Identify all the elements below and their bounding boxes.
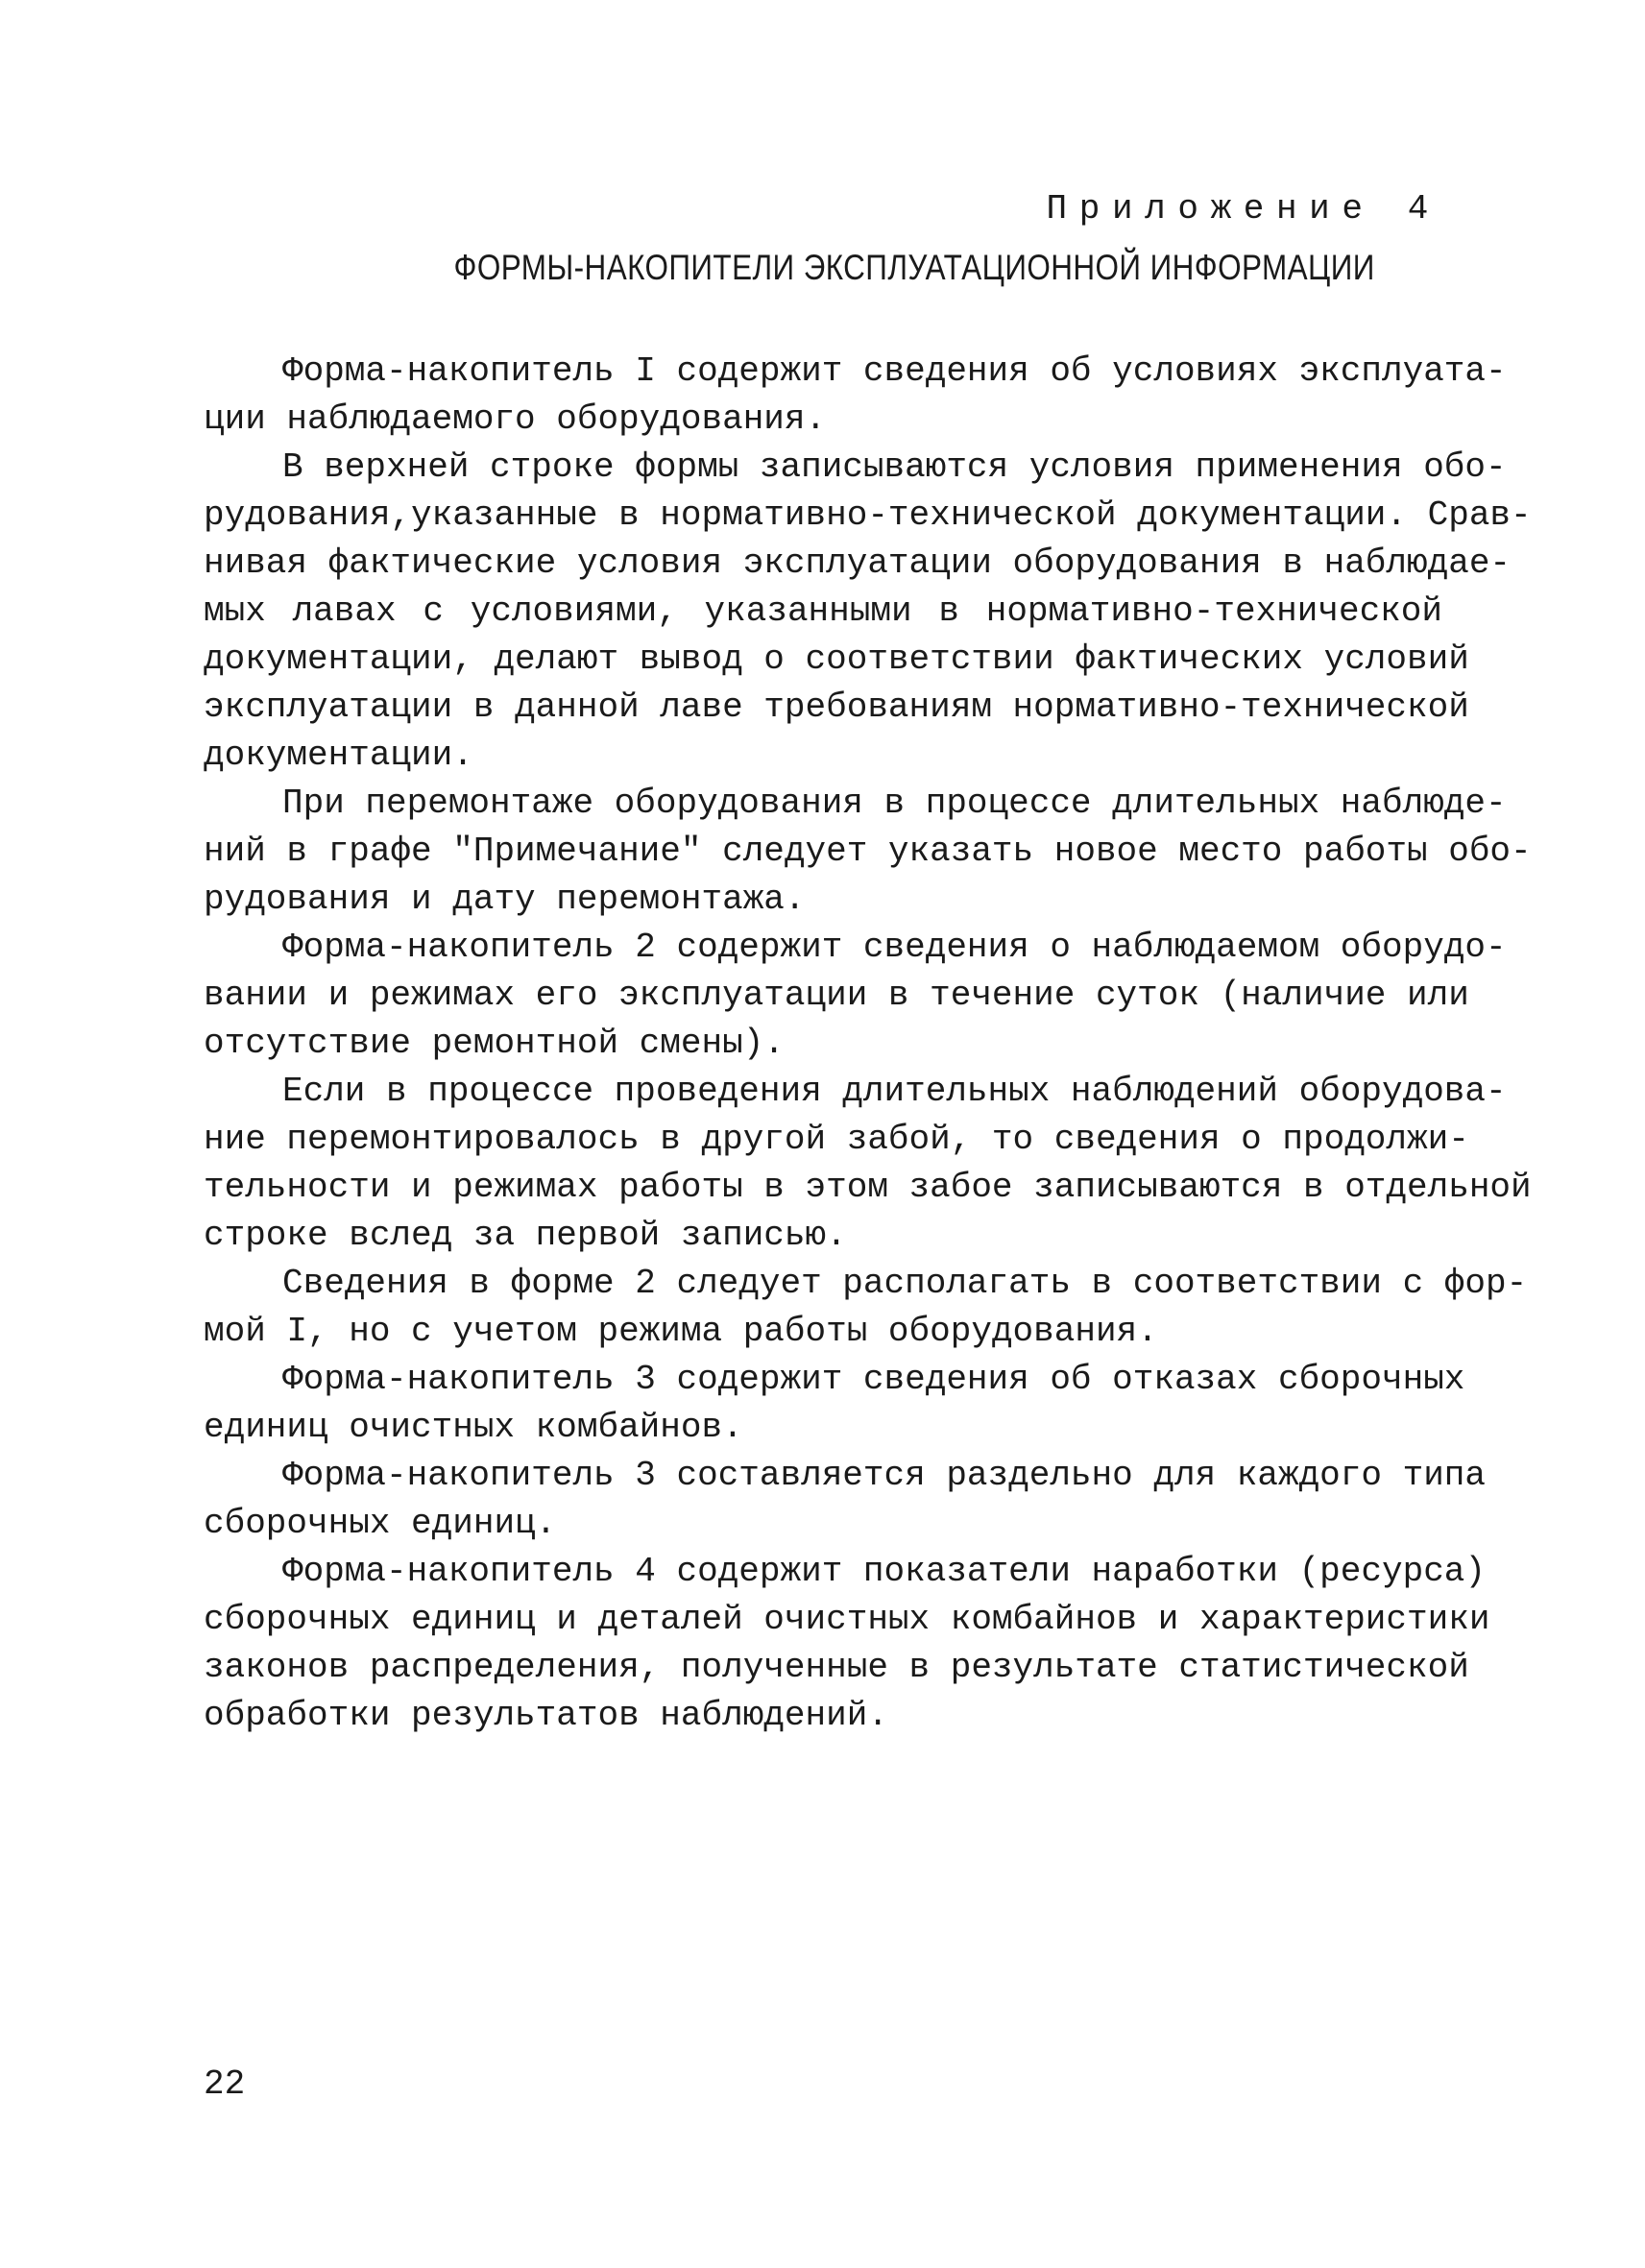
paragraph-8 (204, 1452, 1487, 1548)
paragraph-6 (204, 1260, 1528, 1356)
text-line: сборочных единиц. (204, 1504, 557, 1543)
text-line: тельности и режимах работы в этом забое записываются в отдельной (204, 1168, 1532, 1207)
text-line: При перемонтаже оборудования в процессе длительных наблюде- (282, 784, 1507, 823)
text-line: Форма-накопитель I содержит сведения об условиях эксплуата- (282, 351, 1507, 391)
text-line: ции наблюдаемого оборудования. (204, 399, 827, 439)
text-line: В верхней строке формы записываются условия применения обо- (282, 447, 1507, 487)
text-line: Если в процессе проведения длительных наблюдений оборудова- (282, 1072, 1507, 1111)
text-line: ний в графе "Примечание" следует указать новое место работы обо- (204, 832, 1532, 871)
text-line: Форма-накопитель 3 составляется раздельно для каждого типа (282, 1456, 1487, 1495)
text-line: документации, делают вывод о соответствии фактических условий (204, 639, 1469, 679)
text-line: отсутствие ремонтной смены). (204, 1024, 785, 1063)
text-line: Форма-накопитель 3 содержит сведения об отказах сборочных (282, 1360, 1465, 1399)
appendix-label: Приложение 4 (1046, 189, 1440, 229)
paragraph-2 (204, 444, 1532, 780)
text-line: вании и режимах его эксплуатации в течение суток (наличие или (204, 976, 1469, 1015)
text-line: мой I, но с учетом режима работы оборудования. (204, 1312, 1158, 1351)
text-line: рудования,указанные в нормативно-технической документации. Срав- (204, 495, 1532, 535)
paragraph-3 (204, 780, 1532, 924)
text-line: ние перемонтировалось в другой забой, то сведения о продолжи- (204, 1120, 1469, 1159)
paragraph-1 (204, 348, 1507, 444)
text-line: сборочных единиц и деталей очистных комбайнов и характеристики (204, 1600, 1490, 1639)
paragraph-7 (204, 1356, 1465, 1452)
text-line: документации. (204, 736, 473, 775)
page-number: 22 (204, 2064, 246, 2104)
text-line: строке вслед за первой записью. (204, 1216, 847, 1255)
text-line: единиц очистных комбайнов. (204, 1408, 743, 1447)
paragraph-5 (204, 1068, 1532, 1260)
text-line: нивая фактические условия эксплуатации оборудования в наблюдае- (204, 543, 1512, 583)
paragraph-4 (204, 924, 1507, 1068)
text-line: Сведения в форме 2 следует располагать в соответствии с фор- (282, 1264, 1528, 1303)
page-title: ФОРМЫ-НАКОПИТЕЛИ ЭКСПЛУАТАЦИОННОЙ ИНФОРМАЦИИ (453, 248, 1375, 287)
text-line: законов распределения, полученные в результате статистической (204, 1648, 1469, 1687)
text-line: обработки результатов наблюдений. (204, 1696, 888, 1735)
text-line: Форма-накопитель 2 содержит сведения о наблюдаемом оборудо- (282, 928, 1507, 967)
text-line: мых лавах с условиями, указанными в нормативно-технической (204, 591, 1442, 631)
paragraph-9 (204, 1548, 1490, 1740)
text-line: эксплуатации в данной лаве требованиям нормативно-технической (204, 688, 1469, 727)
text-line: Форма-накопитель 4 содержит показатели наработки (ресурса) (282, 1552, 1487, 1591)
text-line: рудования и дату перемонтажа. (204, 880, 806, 919)
body-text (204, 348, 1532, 1740)
